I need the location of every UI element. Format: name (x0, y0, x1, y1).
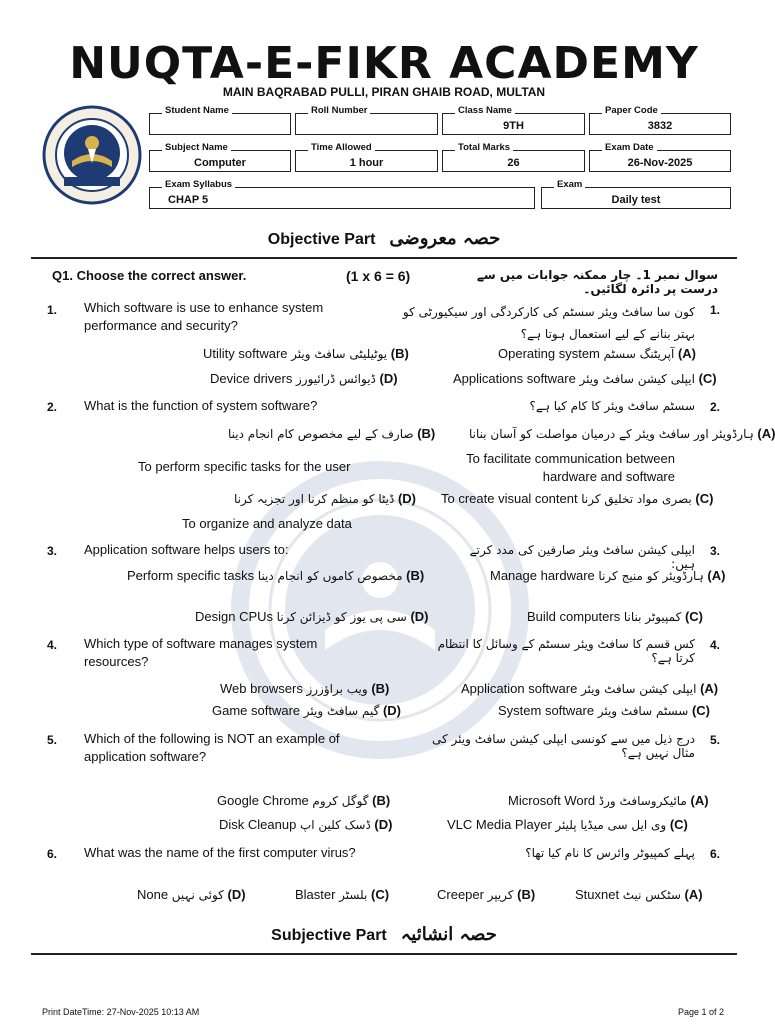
academy-logo (42, 105, 142, 205)
question-5-text-ur: درج ذیل میں سے کونسی ایپلی کیشن سافٹ ویئر کی مثال نہیں ہے؟ (432, 732, 695, 760)
question-6-number-ur: 6. (710, 847, 721, 861)
q2-option-d-en: To organize and analyze data (182, 516, 352, 531)
question-5-text-en: Which of the following is NOT an example of application software? (84, 731, 340, 764)
q2-option-a[interactable]: ہارڈویئر اور سافٹ ویئر کے درمیان مواصلت کو آسان بنانا (A) (469, 426, 775, 441)
q1-option-d[interactable]: Device drivers ڈیوائس ڈرائیورز (D) (210, 371, 398, 386)
paper-code-field[interactable]: Paper Code 3832 (589, 113, 731, 135)
print-datetime: Print DateTime: 27-Nov-2025 10:13 AM (42, 1007, 200, 1017)
divider (31, 953, 737, 955)
class-name-field[interactable]: Class Name 9TH (442, 113, 585, 135)
q4-option-d[interactable]: Game software گیم سافٹ ویئر (D) (212, 703, 402, 718)
question-3-number-ur: 3. (710, 544, 721, 558)
question-1-text-ur: کون سا سافٹ ویئر سسٹم کی کارکردگی اور سیکیورٹی کو بہتر بنانے کے لیے استعمال ہوتا ہے؟ (402, 305, 695, 341)
q2-option-a-en: To facilitate communication between hardware and software (466, 451, 675, 484)
q5-option-d[interactable]: Disk Cleanup ڈسک کلین اپ (D) (219, 817, 393, 832)
question-1-number-ur: 1. (710, 303, 721, 317)
q4-option-b[interactable]: Web browsers ویب براؤزرز (B) (220, 681, 390, 696)
q3-option-b[interactable]: Perform specific tasks مخصوص کاموں کو انجام دینا (B) (127, 568, 425, 583)
roll-number-field[interactable]: Roll Number (295, 113, 438, 135)
question-5-number-ur: 5. (710, 733, 721, 747)
question-2-number: 2. (47, 400, 58, 414)
q1-instruction-en: Q1. Choose the correct answer. (52, 268, 247, 283)
q1-instruction-ur: سوال نمبر 1۔ چار ممکنہ جوابات میں سے درست پر دائرہ لگائیں۔ (476, 268, 718, 296)
q3-option-d[interactable]: Design CPUs سی پی یوز کو ڈیزائن کرنا (D) (195, 609, 429, 624)
q3-option-c[interactable]: Build computers کمپیوٹر بنانا (C) (527, 609, 703, 624)
q5-option-a[interactable]: Microsoft Word مائیکروسافٹ ورڈ (A) (508, 793, 709, 808)
question-1-text-en: Which software is use to enhance system performance and security? (84, 300, 324, 333)
question-2-text-ur: سسٹم سافٹ ویئر کا کام کیا ہے؟ (529, 399, 695, 413)
question-4-text-ur: کس قسم کا سافٹ ویئر سسٹم کے وسائل کا انتظام کرتا ہے؟ (437, 637, 695, 665)
q6-option-d[interactable]: None کوئی نہیں (D) (137, 887, 246, 902)
q1-option-b[interactable]: Utility software یوٹیلیٹی سافٹ ویئر (B) (203, 346, 409, 361)
subjective-part-heading: Subjective Part حصہ انشائیہ (271, 924, 497, 945)
question-4-number-ur: 4. (710, 638, 721, 652)
q1-option-c[interactable]: Applications software ایپلی کیشن سافٹ ویئر (C) (453, 371, 717, 386)
q5-option-b[interactable]: Google Chrome گوگل کروم (B) (217, 793, 391, 808)
question-6-text-en: What was the name of the first computer virus? (84, 845, 356, 860)
q2-option-d[interactable]: ڈیٹا کو منظم کرنا اور تجزیہ کرنا (D) (234, 491, 416, 506)
academy-title: NUQTA-E-FIKR ACADEMY (69, 38, 699, 89)
question-4-number: 4. (47, 638, 58, 652)
question-3-text-en: Application software helps users to: (84, 542, 289, 557)
question-2-number-ur: 2. (710, 400, 721, 414)
page-number: Page 1 of 2 (678, 1007, 725, 1017)
q2-option-c[interactable]: To create visual content بصری مواد تخلیق کرنا (C) (441, 491, 714, 506)
question-1-number: 1. (47, 303, 58, 317)
exam-field[interactable]: Exam Daily test (541, 187, 731, 209)
question-6-text-ur: پہلے کمپیوٹر وائرس کا نام کیا تھا؟ (525, 846, 695, 860)
q3-option-a[interactable]: Manage hardware ہارڈویئر کو منیج کرنا (A) (490, 568, 726, 583)
q1-marks: (1 x 6 = 6) (346, 268, 411, 284)
question-3-number: 3. (47, 544, 58, 558)
question-5-number: 5. (47, 733, 58, 747)
q6-option-b[interactable]: Creeper کریپر (B) (437, 887, 536, 902)
q5-option-c[interactable]: VLC Media Player وی ایل سی میڈیا پلیئر (C) (447, 817, 688, 832)
question-3-text-ur: ایپلی کیشن سافٹ ویئر صارفین کی مدد کرتے ہیں: (469, 543, 695, 571)
time-allowed-field[interactable]: Time Allowed 1 hour (295, 150, 438, 172)
question-4-text-en: Which type of software manages system resources? (84, 636, 318, 669)
q2-option-b[interactable]: صارف کے لیے مخصوص کام انجام دینا (B) (228, 426, 436, 441)
total-marks-field[interactable]: Total Marks 26 (442, 150, 585, 172)
student-name-field[interactable]: Student Name (149, 113, 291, 135)
subject-name-field[interactable]: Subject Name Computer (149, 150, 291, 172)
academy-address: MAIN BAQRABAD PULLI, PIRAN GHAIB ROAD, MULTAN (222, 85, 546, 99)
question-6-number: 6. (47, 847, 58, 861)
exam-syllabus-field[interactable]: Exam Syllabus CHAP 5 (149, 187, 535, 209)
q6-option-c[interactable]: Blaster بلسٹر (C) (295, 887, 390, 902)
divider (31, 257, 737, 259)
exam-date-field[interactable]: Exam Date 26-Nov-2025 (589, 150, 731, 172)
q1-option-a[interactable]: Operating system آپریٹنگ سسٹم (A) (498, 346, 696, 361)
q6-option-a[interactable]: Stuxnet سٹکس نیٹ (A) (575, 887, 703, 902)
q4-option-c[interactable]: System software سسٹم سافٹ ویئر (C) (498, 703, 710, 718)
q2-option-b-en: To perform specific tasks for the user (138, 459, 351, 474)
q4-option-a[interactable]: Application software ایپلی کیشن سافٹ ویئر (A) (461, 681, 719, 696)
question-2-text-en: What is the function of system software? (84, 398, 318, 413)
objective-part-heading: Objective Part حصہ معروضی (267, 228, 501, 249)
